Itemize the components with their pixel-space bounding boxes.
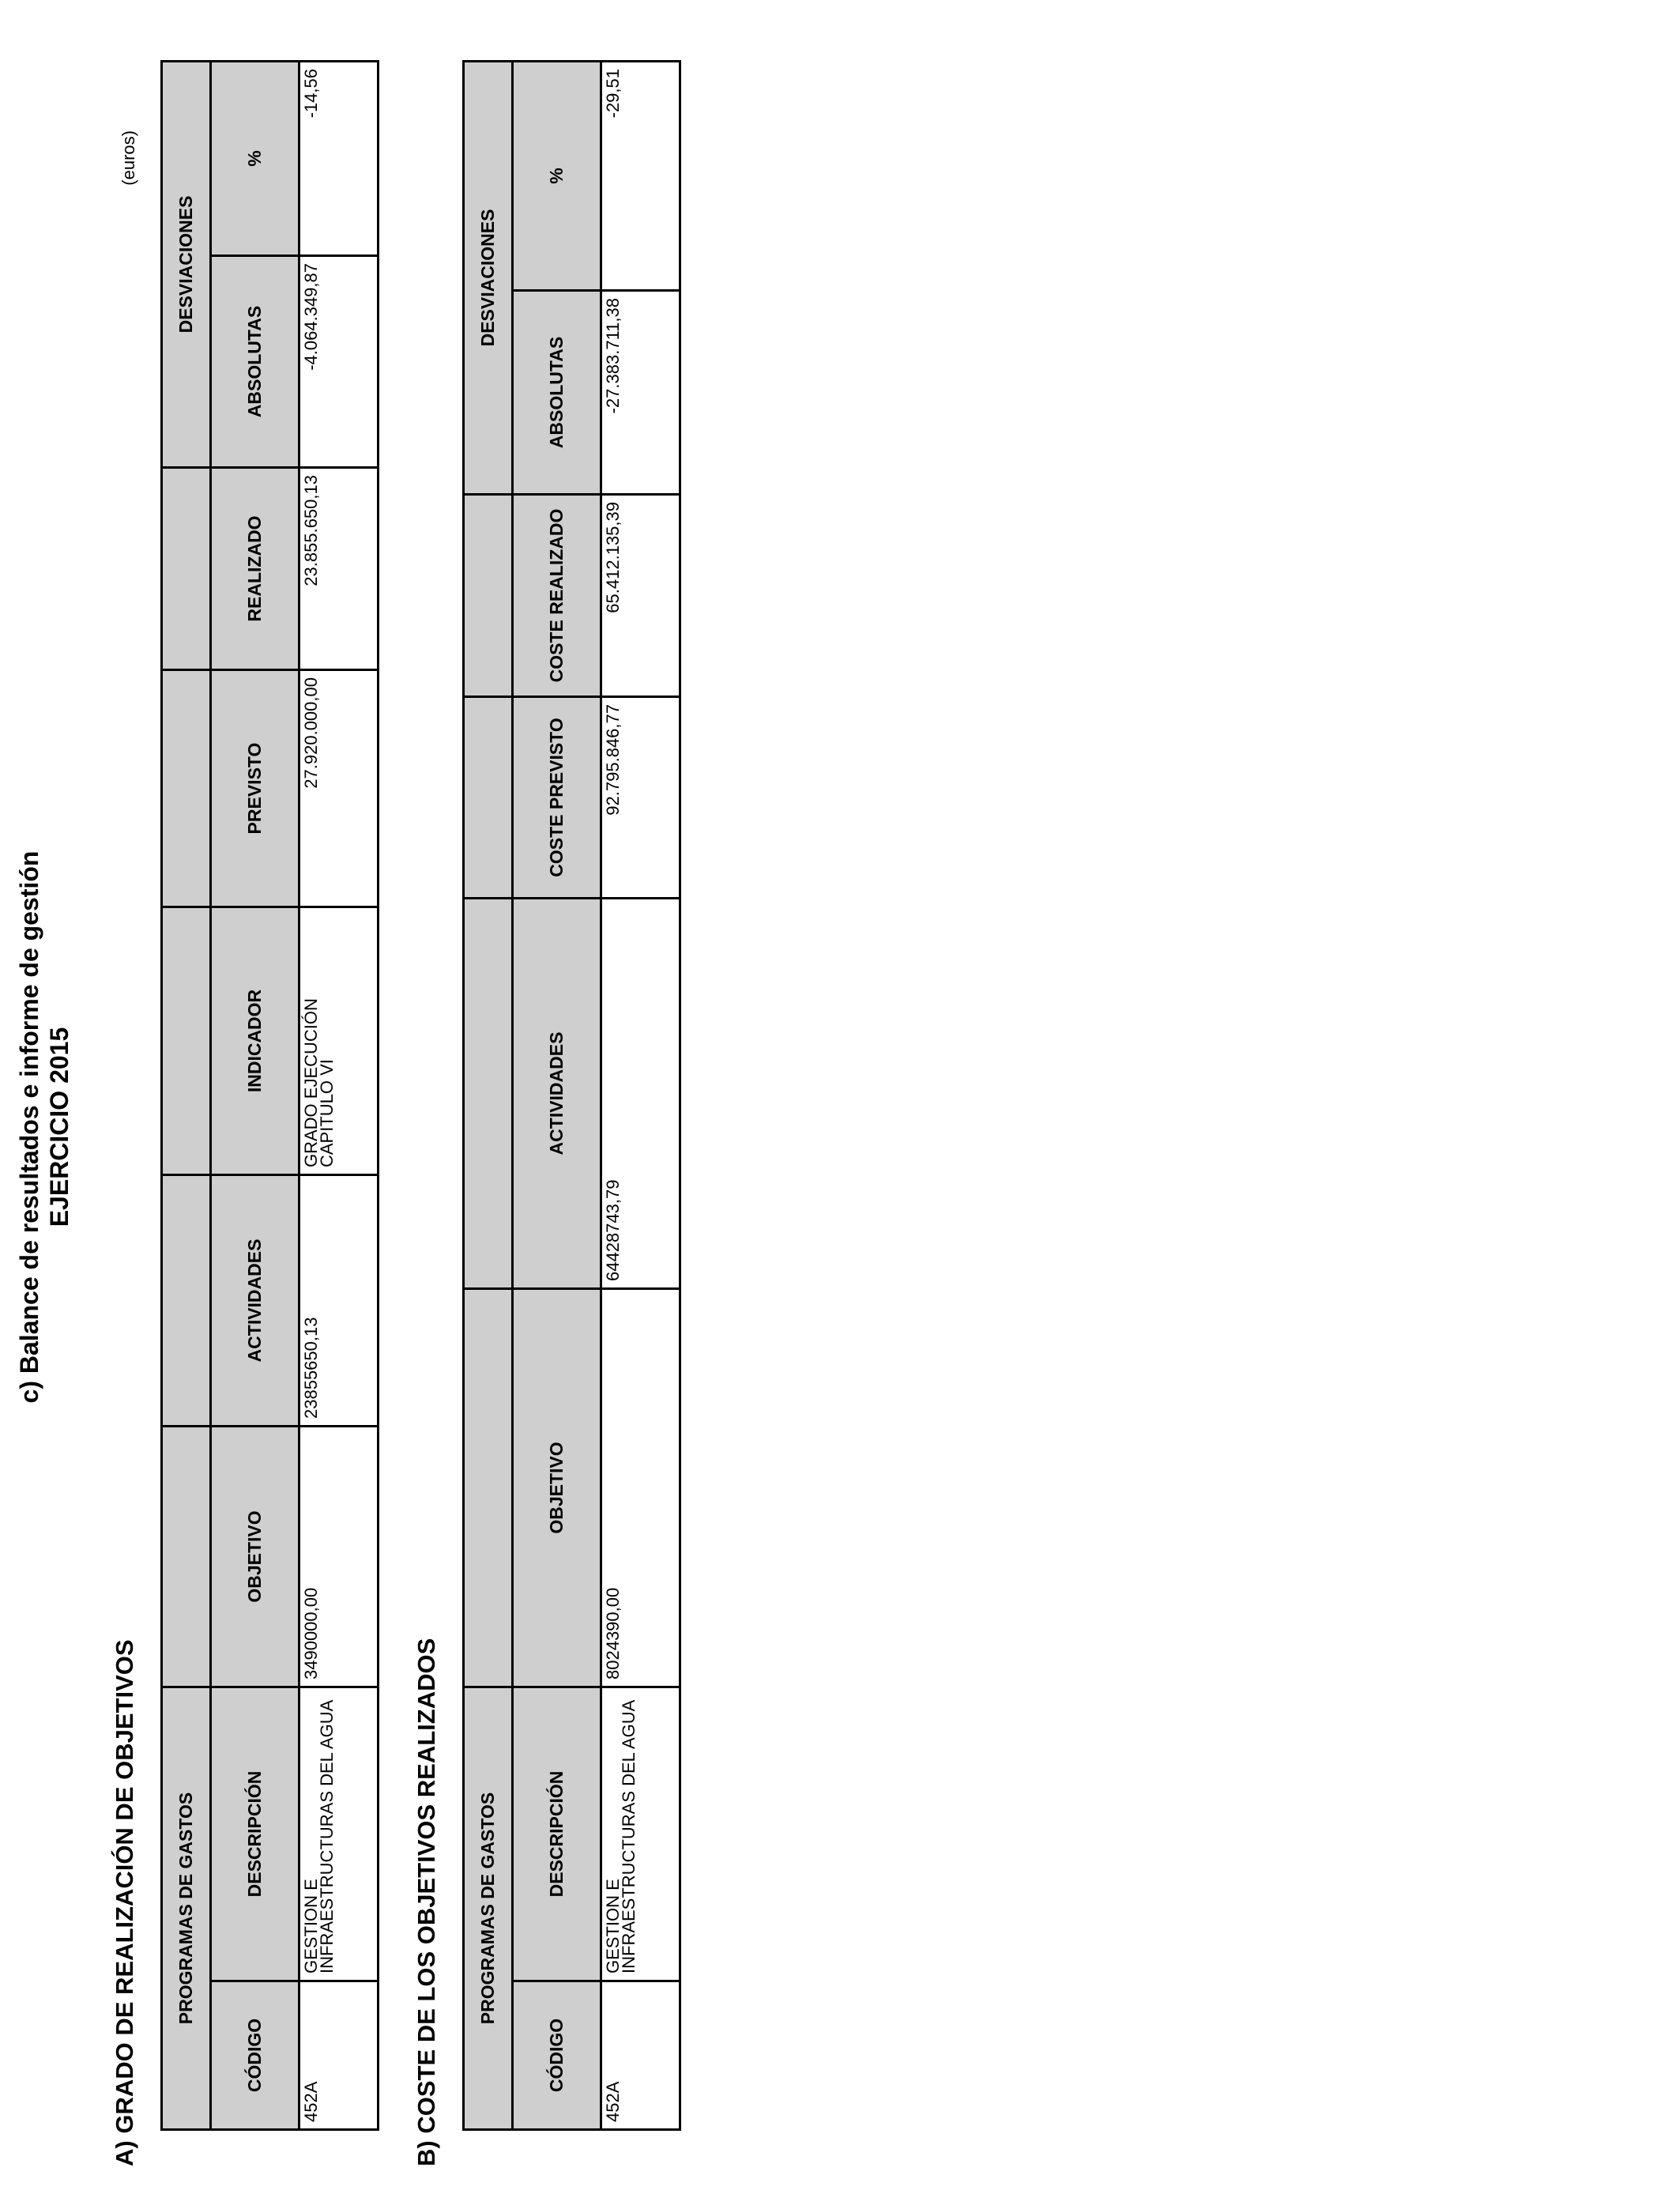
header-coste-previsto: COSTE PREVISTO [513,697,601,899]
cell-codigo: 452A [601,1981,680,2130]
header-objetivo: OBJETIVO [211,1427,299,1687]
header-empty [464,899,513,1289]
header-descripcion: DESCRIPCIÓN [513,1687,601,1981]
header-empty [464,697,513,899]
section-b-title: B) COSTE DE LOS OBJETIVOS REALIZADOS [412,1638,440,2166]
header-realizado: REALIZADO [211,468,299,670]
cell-actividades: 23855650,13 [299,1175,379,1427]
cell-coste-realizado: 65.412.135,39 [601,495,680,697]
header-codigo: CÓDIGO [513,1981,601,2130]
cell-absolutas: -27.383.711,38 [601,291,680,495]
header-empty [162,1175,211,1427]
header-porcentaje: % [513,61,601,290]
header-porcentaje: % [211,61,299,255]
cell-absolutas: -4.064.349,87 [299,256,379,468]
cost-table [462,60,681,2131]
cell-porcentaje: -29,51 [601,61,680,290]
header-codigo: CÓDIGO [211,1981,299,2130]
cell-coste-previsto: 92.795.846,77 [601,697,680,899]
document-title [14,60,74,2194]
cell-previsto: 27.920.000,00 [299,670,379,907]
header-empty [464,1289,513,1687]
header-empty [162,670,211,907]
cell-codigo: 452A [299,1981,379,2130]
cell-indicador: GRADO EJECUCIÓN CAPITULO VI [299,907,379,1175]
document-title-line1: c) Balance de resultados e informe de gestión [15,850,43,1404]
header-group-programas: PROGRAMAS DE GASTOS [464,1687,513,2130]
header-empty [162,907,211,1175]
table-row [601,61,680,2129]
header-group-desviaciones: DESVIACIONES [162,61,211,467]
header-descripcion: DESCRIPCIÓN [211,1687,299,1981]
header-actividades: ACTIVIDADES [513,899,601,1289]
section-a-title: A) GRADO DE REALIZACIÓN DE OBJETIVOS [111,1639,138,2166]
cell-descripcion: GESTION E INFRAESTRUCTURAS DEL AGUA [299,1687,379,1981]
header-objetivo: OBJETIVO [513,1289,601,1687]
header-indicador: INDICADOR [211,907,299,1175]
cell-porcentaje: -14,56 [299,61,379,255]
header-empty [464,495,513,697]
cell-realizado: 23.855.650,13 [299,468,379,670]
header-actividades: ACTIVIDADES [211,1175,299,1427]
header-empty [162,1427,211,1687]
header-group-desviaciones: DESVIACIONES [464,61,513,494]
cell-objetivo: 8024390,00 [601,1289,680,1687]
header-previsto: PREVISTO [211,670,299,907]
document-title-year: EJERCICIO 2015 [45,1027,73,1227]
header-group-programas: PROGRAMAS DE GASTOS [162,1687,211,2130]
cell-descripcion: GESTION E INFRAESTRUCTURAS DEL AGUA [601,1687,680,1981]
header-coste-realizado: COSTE REALIZADO [513,495,601,697]
header-absolutas: ABSOLUTAS [513,291,601,495]
cell-objetivo: 3490000,00 [299,1427,379,1687]
header-empty [162,468,211,670]
units-label: (euros) [119,130,138,186]
objectives-table [160,60,379,2131]
table-row [299,61,379,2129]
cell-actividades: 64428743,79 [601,899,680,1289]
header-absolutas: ABSOLUTAS [211,256,299,468]
